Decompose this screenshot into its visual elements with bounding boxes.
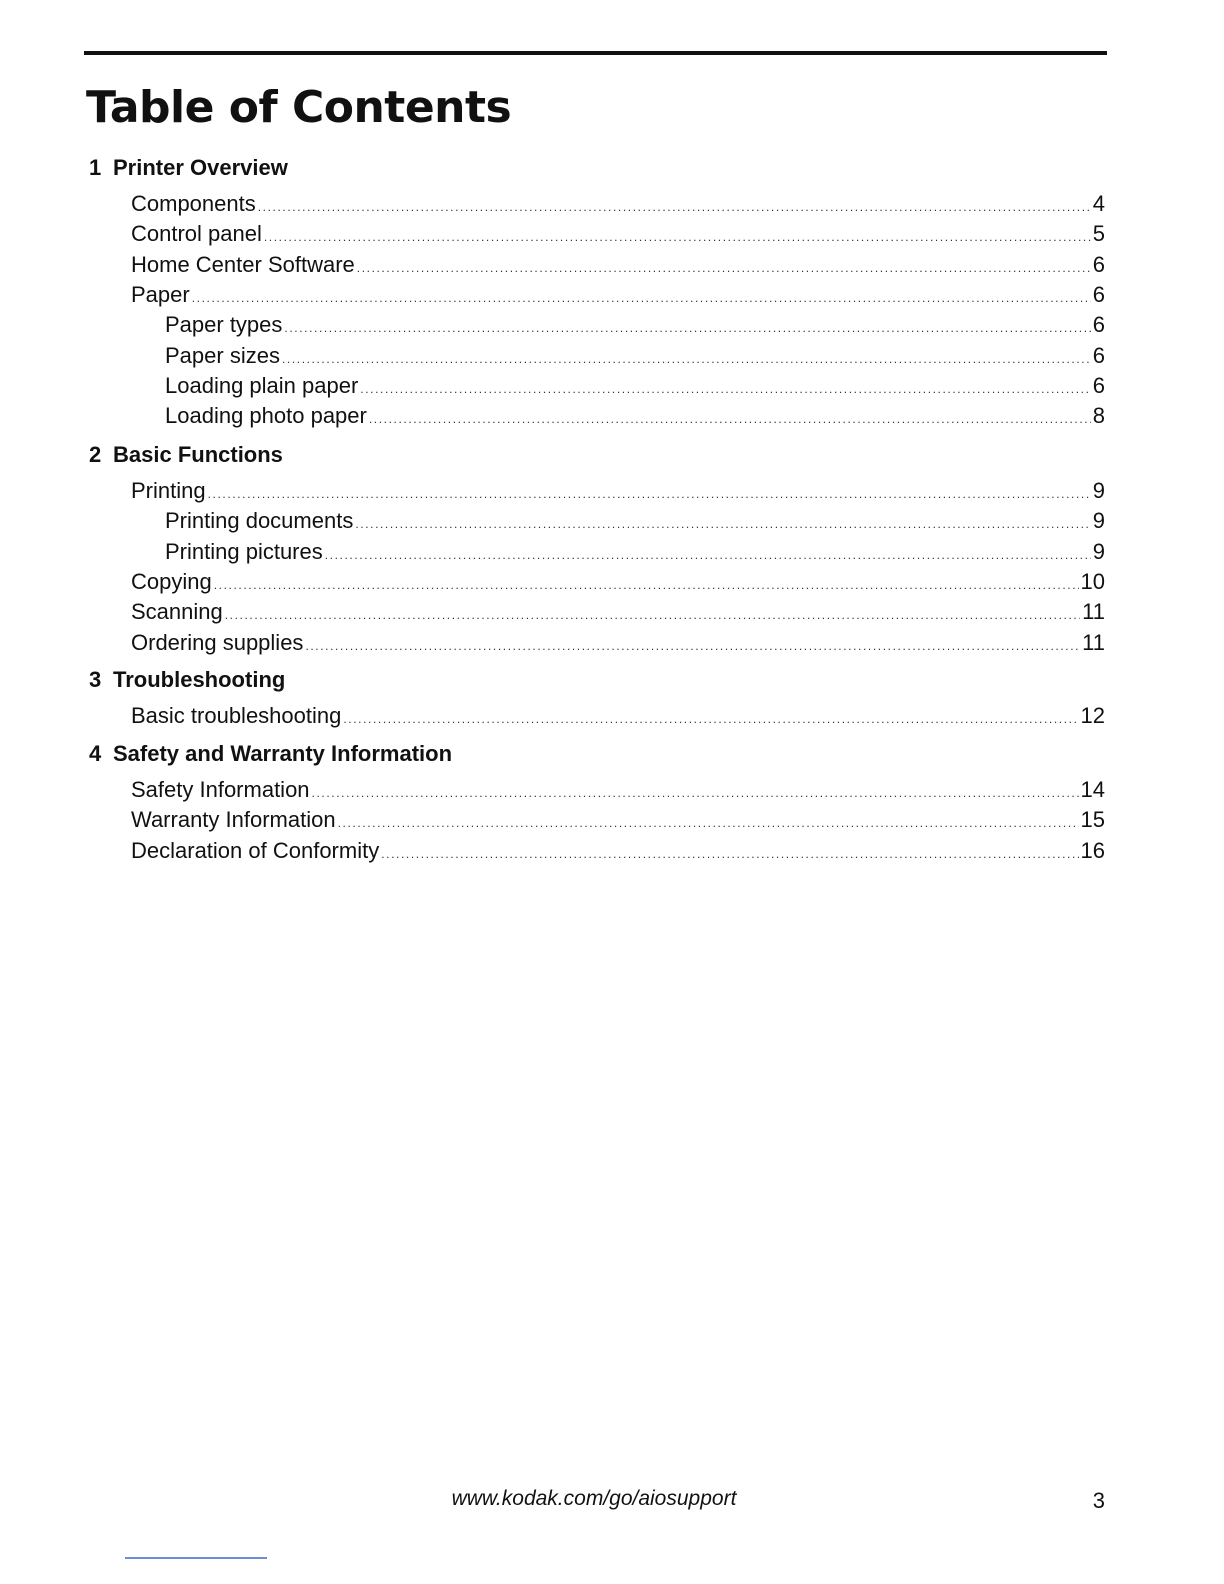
- toc-entry[interactable]: [165, 341, 1105, 371]
- toc-entry-page: 8: [1092, 403, 1105, 429]
- toc-entry-page: 12: [1080, 703, 1105, 728]
- dot-leader: [264, 222, 1091, 252]
- dot-leader: [225, 600, 1080, 630]
- section-title: Safety and Warranty Information: [113, 741, 453, 766]
- toc-entry[interactable]: [131, 597, 1105, 627]
- dot-leader: [360, 374, 1090, 404]
- dot-leader: [355, 509, 1090, 539]
- toc-entry[interactable]: [131, 280, 1105, 310]
- dot-leader: [338, 808, 1079, 838]
- toc-entry-page: 11: [1082, 599, 1105, 625]
- toc-entry-label: Printing documents: [165, 508, 354, 534]
- toc-entry[interactable]: [165, 506, 1105, 536]
- dot-leader: [369, 404, 1091, 434]
- toc-entry-label: Control panel: [131, 221, 262, 247]
- dot-leader: [192, 283, 1091, 313]
- dot-leader: [305, 631, 1080, 661]
- footer-url[interactable]: www.kodak.com/go/aiosupport: [451, 1487, 737, 1510]
- dot-leader: [282, 344, 1091, 374]
- toc-entry[interactable]: [165, 537, 1105, 567]
- toc-entry-label: Copying: [131, 568, 212, 594]
- toc-entry-label: Home Center Software: [131, 251, 355, 277]
- toc-entry-page: 11: [1082, 629, 1105, 655]
- toc-entry-label: Loading plain paper: [165, 372, 359, 398]
- toc-entry-page: 5: [1092, 221, 1105, 247]
- section-number: 4: [89, 741, 102, 766]
- dot-leader: [325, 540, 1091, 570]
- toc-entry[interactable]: [131, 250, 1105, 280]
- toc-entry-page: 15: [1080, 807, 1105, 833]
- dot-leader: [284, 313, 1090, 343]
- footer-page-number: 3: [1092, 1488, 1105, 1513]
- section-title: Basic Functions: [113, 442, 283, 467]
- toc-entry-page: 6: [1092, 251, 1105, 277]
- toc-entry[interactable]: [131, 701, 1105, 731]
- toc-entry[interactable]: [165, 310, 1105, 340]
- toc-entry[interactable]: [131, 775, 1105, 805]
- toc-entry-label: Safety Information: [131, 777, 310, 802]
- toc-entry-page: 16: [1080, 837, 1105, 863]
- section-title: Printer Overview: [113, 155, 288, 180]
- toc-entry-page: 10: [1080, 568, 1105, 594]
- toc-entry-label: Printing: [131, 478, 206, 503]
- toc-entry[interactable]: [131, 805, 1105, 835]
- section-title: Troubleshooting: [113, 667, 286, 692]
- section-heading[interactable]: [89, 153, 288, 183]
- toc-entry-page: 14: [1080, 777, 1105, 802]
- toc-entry[interactable]: [165, 401, 1105, 431]
- toc-entry-page: 9: [1092, 478, 1105, 503]
- section-heading[interactable]: [89, 739, 452, 769]
- dot-leader: [343, 704, 1078, 734]
- section-number: 2: [89, 442, 102, 467]
- toc-entry-page: 4: [1092, 191, 1105, 216]
- dot-leader: [214, 570, 1079, 600]
- dot-leader: [381, 839, 1078, 869]
- toc-entry-label: Paper sizes: [165, 342, 280, 368]
- toc-entry-label: Declaration of Conformity: [131, 837, 380, 863]
- top-rule: [84, 51, 1107, 55]
- toc-entry-label: Loading photo paper: [165, 403, 367, 429]
- toc-entry-label: Printing pictures: [165, 538, 323, 564]
- toc-entry-label: Paper: [131, 281, 190, 307]
- toc-entry-page: 6: [1092, 281, 1105, 307]
- toc-entry[interactable]: [131, 476, 1105, 506]
- toc-entry-page: 9: [1092, 508, 1105, 534]
- section-heading[interactable]: [89, 665, 285, 695]
- dot-leader: [258, 192, 1091, 222]
- toc-entry[interactable]: [131, 189, 1105, 219]
- page-title: Table of Contents: [86, 82, 512, 133]
- section-number: 1: [89, 155, 102, 180]
- toc-entry[interactable]: [131, 567, 1105, 597]
- toc-entry-label: Basic troubleshooting: [131, 703, 342, 728]
- section-heading[interactable]: [89, 440, 283, 470]
- toc-entry-page: 9: [1092, 538, 1105, 564]
- toc-entry[interactable]: [131, 219, 1105, 249]
- toc-entry[interactable]: [131, 836, 1105, 866]
- toc-entry-page: 6: [1092, 342, 1105, 368]
- toc-entry-page: 6: [1092, 312, 1105, 338]
- toc-entry[interactable]: [165, 371, 1105, 401]
- bottom-divider: [125, 1557, 267, 1559]
- section-number: 3: [89, 667, 102, 692]
- toc-entry-label: Components: [131, 191, 256, 216]
- dot-leader: [357, 253, 1091, 283]
- toc-entry[interactable]: [131, 628, 1105, 658]
- toc-entry-label: Scanning: [131, 599, 223, 625]
- toc-entry-label: Paper types: [165, 312, 283, 338]
- toc-entry-label: Warranty Information: [131, 807, 336, 833]
- toc-entry-label: Ordering supplies: [131, 629, 304, 655]
- dot-leader: [312, 778, 1079, 808]
- dot-leader: [208, 479, 1091, 509]
- toc-entry-page: 6: [1092, 372, 1105, 398]
